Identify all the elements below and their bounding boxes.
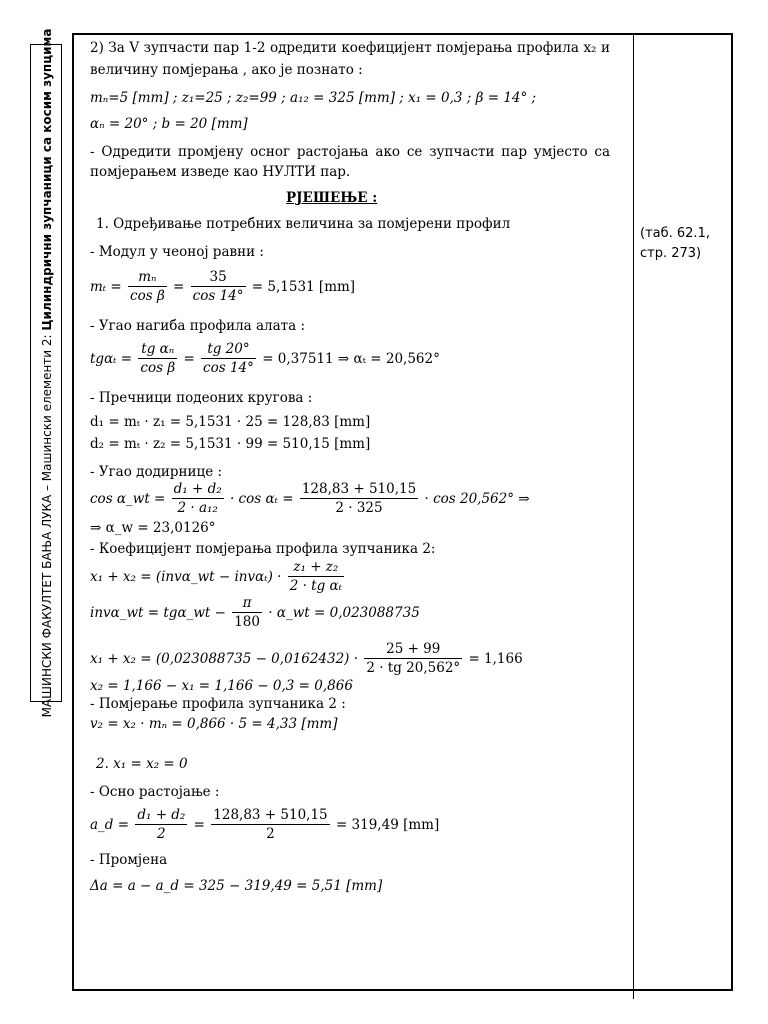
involute-lhs: invα_wt = tgα_wt − [90, 604, 226, 621]
angle-lhs: tgαₜ = [90, 350, 133, 367]
sum-result: = 1,166 [468, 650, 523, 667]
sum-fraction: $\frac{25 + 99}{2 \cdot tg 20,562^\circ}$ [366, 641, 461, 676]
coefficient-lhs: x₁ + x₂ = (invα_wt − invαₜ) · [90, 568, 282, 585]
d2-line: d₂ = mₜ · z₂ = 5,1531 · 99 = 510,15 [mm] [90, 436, 371, 452]
angle-result: = 0,37511 ⇒ αₜ = 20,562° [262, 350, 440, 367]
task-line-2: помјерањем изведе као НУЛТИ пар. [90, 164, 351, 180]
section-1-title: 1. Одређивање потребних величина за помјерени профил [96, 216, 511, 232]
axis-result: = 319,49 [mm] [335, 816, 440, 833]
coefficient-label: - Коефицијент помјерања профила зупчаника 2: [90, 541, 436, 557]
contact-mid: · cos αₜ = [229, 490, 294, 507]
problem-line-2: величину помјерања , ако је познато : [90, 62, 363, 78]
task-line-1: - Одредити промјену осног растојања ако се зупчасти пар умјесто са [90, 144, 610, 160]
contact-result: · cos 20,562° ⇒ [424, 490, 530, 507]
module-lhs: mₜ = [90, 278, 122, 295]
sum-lhs: x₁ + x₂ = (0,023088735 − 0,0162432) · [90, 650, 359, 667]
column-divider [633, 33, 634, 999]
solution-heading: РЈЕШЕЊЕ : [286, 190, 378, 206]
section-2-title: 2. x₁ = x₂ = 0 [96, 756, 188, 772]
diameter-label: - Пречници подеоних кругова : [90, 390, 313, 406]
d1-line: d₁ = mₜ · z₁ = 5,1531 · 25 = 128,83 [mm] [90, 414, 371, 430]
contact-angle-label: - Угао додирнице : [90, 464, 223, 480]
sidebar-caption-bold: Цилиндрични зупчаници са косим зупцима [40, 28, 54, 331]
angle-label: - Угао нагиба профила алата : [90, 318, 306, 334]
given-line-2: αₙ = 20° ; b = 20 [mm] [90, 116, 248, 132]
angle-formula: tgαₜ = $\frac{\text{tg αₙ}}{\text{cos β}}$ = $\frac{tg 20^\circ}{\cos 14^\circ}$ = 0,37511 ⇒ αₜ = 20,562° [90, 341, 440, 376]
x2-line: x₂ = 1,166 − x₁ = 1,166 − 0,3 = 0,866 [90, 678, 353, 694]
coefficient-formula [90, 558, 346, 595]
shift-label: - Помјерање профила зупчаника 2 : [90, 696, 346, 712]
given-line-1: mₙ=5 [mm] ; z₁=25 ; z₂=99 ; a₁₂ = 325 [mm] ; x₁ = 0,3 ; β = 14° ; [90, 90, 537, 106]
module-fraction-2: $\frac{35}{\cos 14^\circ}$ [192, 269, 244, 304]
contact-angle-result: ⇒ α_w = 23,0126° [90, 520, 216, 536]
axis-fraction-1: $\frac{\text{d₁ + d₂}}{2}$ [137, 807, 186, 842]
change-label: - Промјена [90, 852, 168, 868]
module-result: = 5,1531 [mm] [251, 278, 356, 295]
involute-fraction: $\frac{\pi}{180}$ [234, 595, 260, 630]
problem-line-1: 2) За V зупчасти пар 1-2 одредити коефицијент помјерања профила x₂ и [90, 40, 610, 56]
angle-fraction-2: $\frac{tg 20^\circ}{\cos 14^\circ}$ [203, 341, 254, 376]
angle-fraction-1: $\frac{\text{tg αₙ}}{\text{cos β}}$ [140, 341, 176, 376]
module-formula: mₜ = $\frac{\text{mₙ}}{\text{cos β}}$ = $\frac{35}{\cos 14^\circ}$ = 5,1531 [mm] [90, 269, 356, 304]
contact-formula [90, 480, 530, 517]
contact-lhs: cos α_wt = [90, 490, 166, 507]
involute-formula [90, 594, 420, 631]
axis-fraction-2: $\frac{128,83 + 510,15}{2}$ [213, 807, 328, 842]
axis-distance-label: - Осно растојање : [90, 784, 220, 800]
contact-fraction-1: $\frac{\text{d₁ + d₂}}{\text{2 · a₁₂}}$ [173, 481, 222, 516]
module-fraction-1: $\frac{\text{mₙ}}{\text{cos β}}$ [130, 269, 165, 304]
axis-distance-formula: a_d = $\frac{\text{d₁ + d₂}}{2}$ = $\frac{128,83 + 510,15}{2}$ = 319,49 [mm] [90, 807, 440, 842]
sum-calculation [90, 640, 523, 677]
change-line: Δa = a − a_d = 325 − 319,49 = 5,51 [mm] [90, 878, 383, 894]
module-label: - Модул у чеоној равни : [90, 244, 264, 260]
involute-result: · α_wt = 0,023088735 [268, 604, 420, 621]
shift-line: v₂ = x₂ · mₙ = 0,866 · 5 = 4,33 [mm] [90, 716, 338, 732]
sidebar-caption [40, 29, 54, 718]
contact-fraction-2: $\frac{128,83 + 510,15}{2 \cdot 325}$ [301, 481, 417, 516]
reference-note: (таб. 62.1, стр. 273) [640, 226, 710, 261]
axis-lhs: a_d = [90, 816, 130, 833]
sidebar-caption-normal: МАШИНСКИ ФАКУЛТЕТ БАЊА ЛУКА – Машински елементи 2: [40, 330, 54, 718]
coefficient-fraction: $\frac{\text{z₁ + z₂}}{\text{2 · tg αₜ}}$ [289, 559, 342, 594]
